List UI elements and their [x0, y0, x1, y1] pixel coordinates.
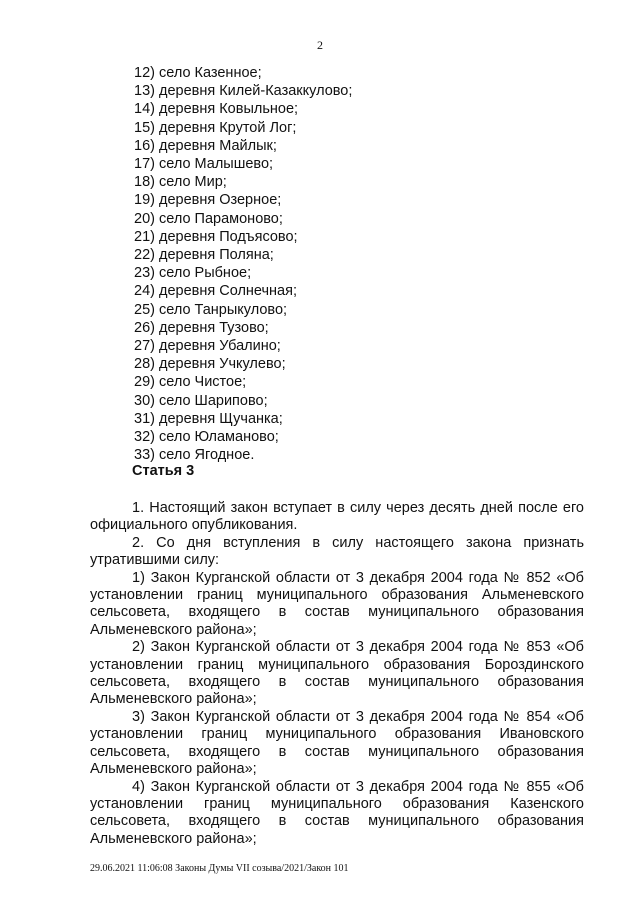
list-item: 23) село Рыбное; [134, 265, 252, 282]
list-item: 21) деревня Подъясово; [134, 228, 298, 245]
paragraph: 3) Закон Курганской области от 3 декабря 2004 года № 854 «Об установлении границ муниципального образования Ивановского сельсовета, входящего в состав муниципального образования Альменевского района»; [90, 708, 584, 778]
article-heading: Статья 3 [132, 463, 195, 479]
list-item: 15) деревня Крутой Лог; [134, 119, 297, 136]
list-item: 17) село Малышево; [134, 156, 274, 173]
footer-stamp: 29.06.2021 11:06:08 Законы Думы VII созыва/2021/Закон 101 [90, 863, 349, 874]
paragraph: 1) Закон Курганской области от 3 декабря 2004 года № 852 «Об установлении границ муниципального образования Альменевского сельсовета, входящего в состав муниципального образования Альменевского района»; [90, 569, 584, 638]
paragraph: 2) Закон Курганской области от 3 декабря 2004 года № 853 «Об установлении границ муниципального образования Бороздинского сельсовета, входящего в состав муниципального образования Альменевского района»; [90, 639, 584, 708]
article-body [90, 500, 584, 848]
paragraph: 1. Настоящий закон вступает в силу через десять дней после его официального опубликования. [90, 500, 584, 534]
list-item: 24) деревня Солнечная; [134, 283, 298, 300]
list-item: 20) село Парамоново; [134, 210, 283, 227]
list-item: 32) село Юламаново; [134, 429, 279, 446]
list-item: 12) село Казенное; [134, 65, 262, 81]
list-item: 14) деревня Ковыльное; [134, 101, 299, 118]
list-item: 27) деревня Убалино; [134, 338, 281, 355]
list-item: 28) деревня Учкулево; [134, 356, 286, 373]
list-item: 19) деревня Озерное; [134, 192, 282, 209]
list-item: 31) деревня Щучанка; [134, 410, 283, 427]
list-item: 13) деревня Килей-Казаккулово; [134, 83, 353, 100]
page-number: 2 [317, 38, 323, 52]
list-item: 29) село Чистое; [134, 374, 247, 391]
paragraph: 4) Закон Курганской области от 3 декабря 2004 года № 855 «Об установлении границ муниципального образования Казенского сельсовета, входящего в состав муниципального образования Альменевского района»; [90, 778, 584, 847]
list-item: 33) село Ягодное. [134, 447, 255, 464]
list-item: 26) деревня Тузово; [134, 319, 269, 336]
list-item: 25) село Танрыкулово; [134, 301, 288, 318]
list-item: 18) село Мир; [134, 174, 227, 191]
settlement-list [134, 64, 352, 464]
paragraph: 2. Со дня вступления в силу настоящего закона признать утратившими силу: [90, 534, 584, 569]
list-item: 16) деревня Майлык; [134, 137, 277, 154]
list-item: 30) село Шарипово; [134, 392, 268, 409]
list-item: 22) деревня Поляна; [134, 247, 274, 264]
